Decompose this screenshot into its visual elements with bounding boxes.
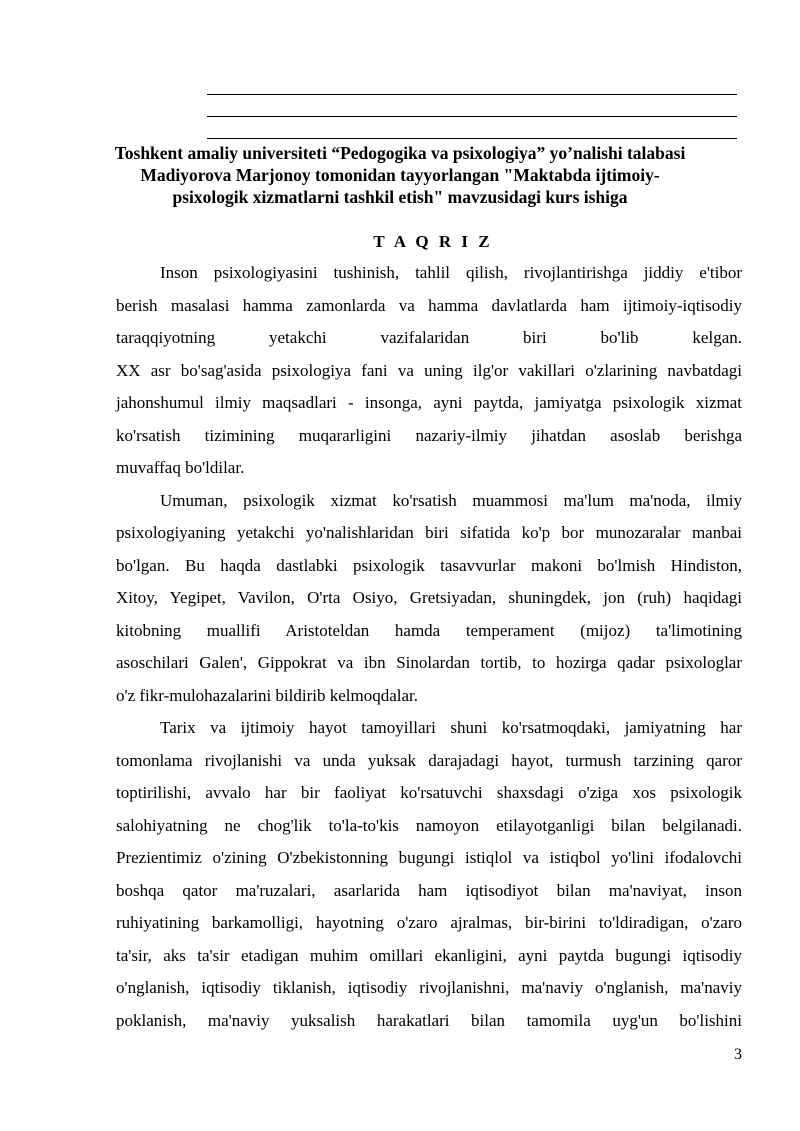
signature-line (207, 138, 737, 139)
text-line: Prezientimiz o'zining O'zbekistonning bugungi istiqlol va istiqbol yo'lini ifodalovchi (116, 848, 742, 867)
document-title: T A Q R I Z (373, 232, 493, 251)
text-line: ta'sir, aks ta'sir etadigan muhim omillari ekanligini, ayni paytda bugungi iqtisodiy (116, 945, 742, 965)
text-line: jahonshumul ilmiy maqsadlari - insonga, ayni paytda, jamiyatga psixologik xizmat (116, 393, 742, 412)
document-header (100, 142, 700, 208)
text-line: XX asr bo'sag'asida psixologiya fani va uning ilg'or vakillari o'zlarining navbatdagi (116, 360, 742, 380)
paragraph (116, 485, 742, 713)
page-number: 3 (734, 1046, 742, 1063)
text-line: ruhiyatining barkamolligi, hayotning o'zaro ajralmas, bir-birini to'ldiradigan, o'zaro (116, 913, 742, 932)
signature-line (207, 116, 737, 117)
text-line: Tarix va ijtimoiy hayot tamoyillari shuni ko'rsatmoqdaki, jamiyatning har (160, 718, 742, 737)
text-line: psixologiyaning yetakchi yo'nalishlaridan biri sifatida ko'p bor munozaralar manbai (116, 523, 742, 542)
text-line: salohiyatning ne chog'lik to'la-to'kis namoyon etilayotganligi bilan belgilanadi. (116, 815, 742, 835)
text-line: tomonlama rivojlanishi va unda yuksak darajadagi hayot, turmush tarzining qaror (116, 750, 742, 770)
text-line: asoschilari Galen', Gippokrat va ibn Sinolardan tortib, to hozirga qadar psixologlar (116, 653, 742, 672)
header-line: psixologik xizmatlarni tashkil etish" mavzusidagi kurs ishiga (172, 187, 628, 207)
text-line: boshqa qator ma'ruzalari, asarlarida ham iqtisodiyot bilan ma'naviyat, inson (116, 880, 742, 900)
text-line: Xitoy, Yegipet, Vavilon, O'rta Osiyo, Gretsiyadan, shuningdek, jon (ruh) haqidagi (116, 588, 742, 607)
text-line: Umuman, psixologik xizmat ko'rsatish muammosi ma'lum ma'noda, ilmiy (160, 490, 742, 510)
document-body (116, 257, 742, 1037)
text-line: muvaffaq bo'ldilar. (116, 458, 245, 477)
header-line: Toshkent amaliy universiteti “Pedogogika va psixologiya” yo’nalishi talabasi (114, 143, 686, 163)
text-line: ko'rsatish tizimining muqararligini nazariy-ilmiy jihatdan asoslab berishga (116, 425, 742, 445)
header-line: Madiyorova Marjonoy tomonidan tayyorlangan "Maktabda ijtimoiy- (140, 165, 660, 185)
text-line: o'z fikr-mulohazalarini bildirib kelmoqdalar. (116, 685, 419, 705)
text-line: kitobning muallifi Aristoteldan hamda temperament (mijoz) ta'limotining (116, 620, 742, 640)
paragraph (116, 712, 742, 1037)
paragraph (116, 257, 742, 485)
text-line: berish masalasi hamma zamonlarda va hamma davlatlarda ham ijtimoiy-iqtisodiy (116, 295, 742, 315)
text-line: taraqqiyotning yetakchi vazifalaridan biri bo'lib kelgan. (116, 328, 742, 347)
text-line: Inson psixologiyasini tushinish, tahlil qilish, rivojlantirishga jiddiy e'tibor (160, 263, 742, 282)
signature-line (207, 94, 737, 95)
text-line: poklanish, ma'naviy yuksalish harakatlari bilan tamomila uyg'un bo'lishini (116, 1010, 742, 1030)
text-line: bo'lgan. Bu haqda dastlabki psixologik tasavvurlar makoni bo'lmish Hindiston, (116, 555, 742, 575)
text-line: o'nglanish, iqtisodiy tiklanish, iqtisodiy rivojlanishni, ma'naviy o'nglanish, ma'naviy (116, 978, 742, 997)
text-line: toptirilishi, avvalo har bir faoliyat ko'rsatuvchi shaxsdagi o'ziga xos psixologik (116, 783, 742, 802)
